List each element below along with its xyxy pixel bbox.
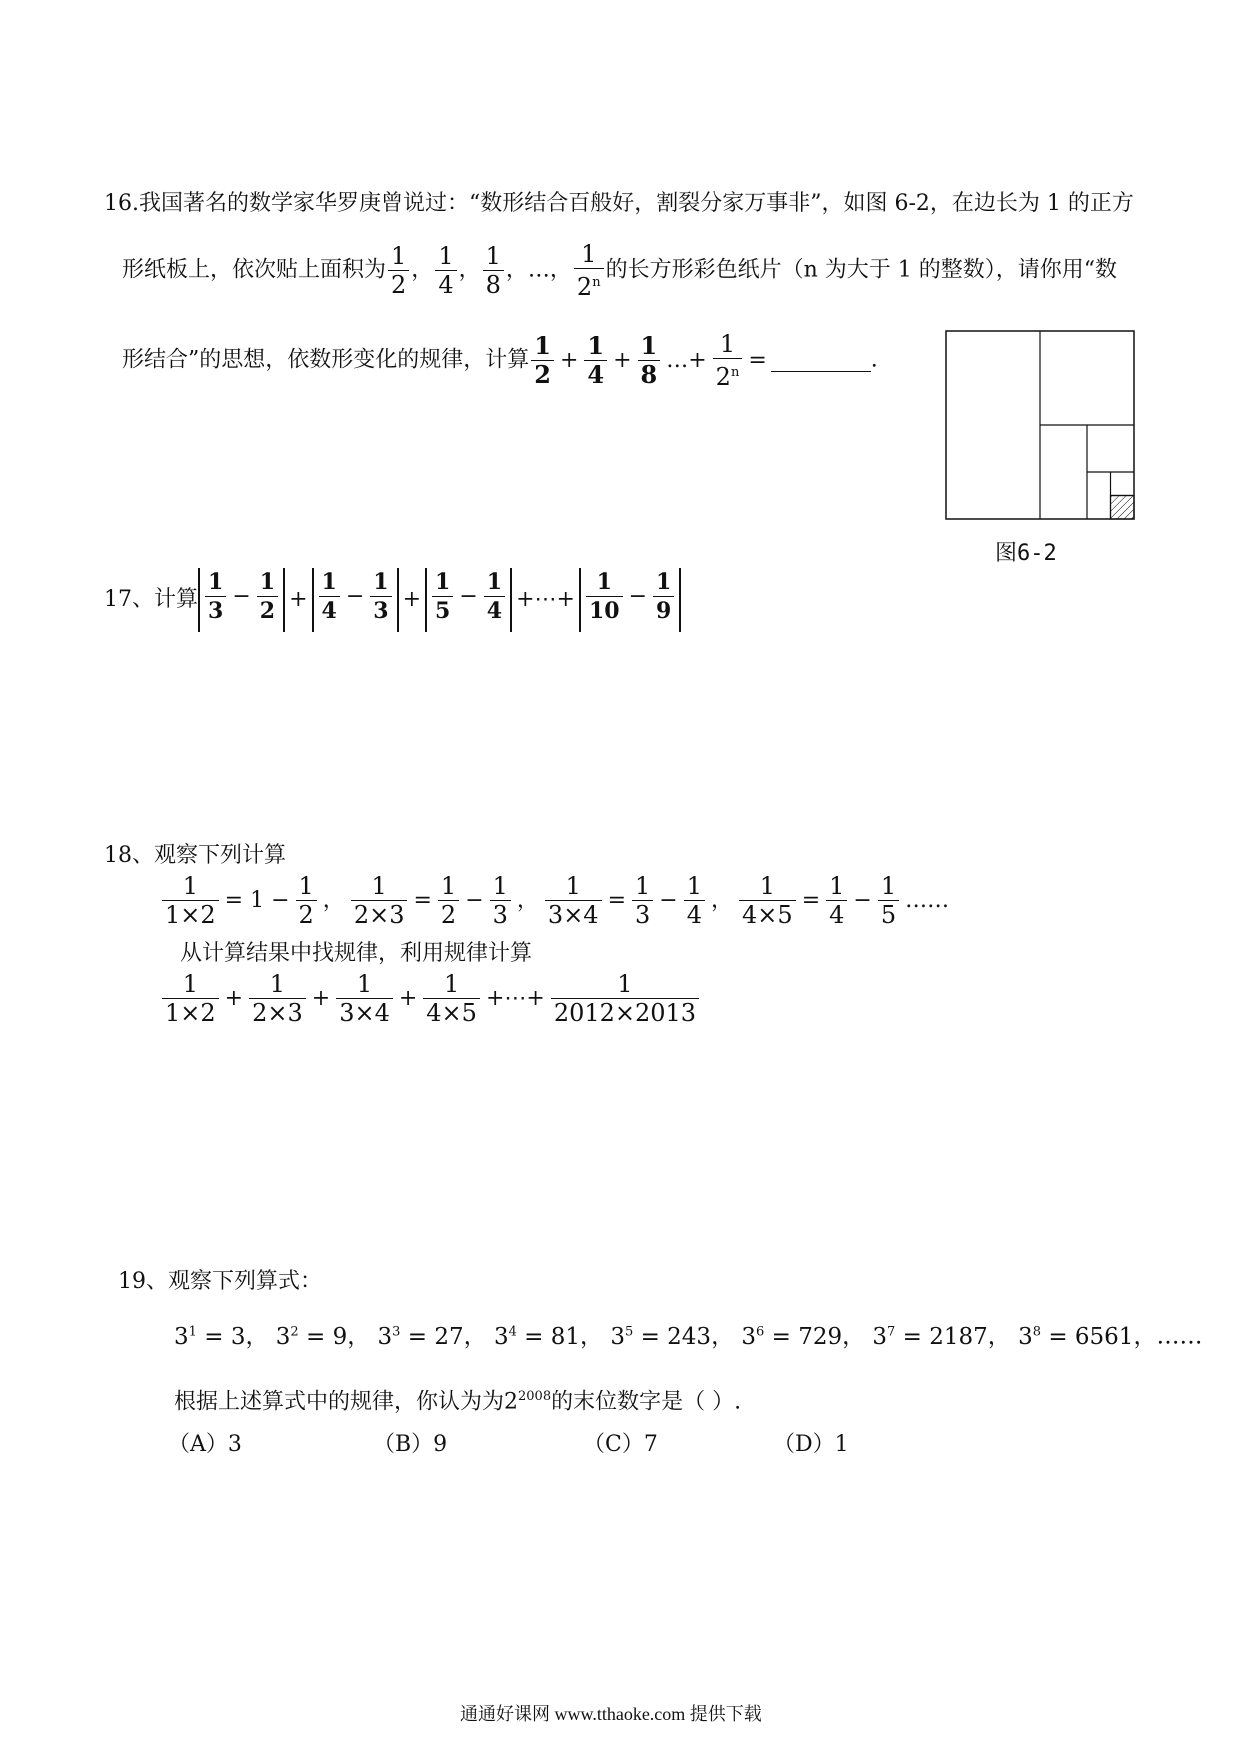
q16-line1: 16.我国著名的数学家华罗庚曾说过：“数形结合百般好，割裂分家万事非”，如图 6-2，在边长为 1 的正方 xyxy=(104,191,1134,216)
power-2: $3^2 = 9$ xyxy=(275,1323,348,1350)
q16-frac-nth: $\frac{1}{2^n}$ xyxy=(574,240,604,301)
power-3: $3^3 = 27$ xyxy=(377,1323,464,1350)
q16-line2-pre: 形纸板上，依次贴上面积为 xyxy=(122,257,387,283)
hatched-piece xyxy=(1111,496,1135,520)
q18-last-term: $\frac{1}{2012\times 2013}$ xyxy=(551,970,699,1027)
q19-powers: $3^1 = 3$， $3^2 = 9$， $3^3 = 27$， $3^4 = 81$， $3^5 = 243$， $3^6 = 729$， $3^7 = 2187$， $3^8 = 6561$，…… xyxy=(174,1323,1203,1350)
q16-sum-frac-n: $\frac{1}{2^n}$ xyxy=(713,330,743,391)
q18-instruction: 从计算结果中找规律，利用规律计算 xyxy=(180,941,533,966)
q19-option-a[interactable]: （A）3 xyxy=(168,1432,242,1457)
q16-frac-eighth: $\frac{1}{8}$ xyxy=(483,242,504,299)
q19-option-b[interactable]: （B）9 xyxy=(373,1432,448,1457)
q18-ex1-lhs: $\frac{1}{1\times 2}$ xyxy=(162,872,219,929)
q16-sum-frac-2: $\frac{1}{4}$ xyxy=(584,332,607,389)
power-8: $3^8 = 6561$ xyxy=(1018,1323,1134,1350)
q16-sum-frac-1: $\frac{1}{2}$ xyxy=(531,332,554,389)
q16-frac-half: $\frac{1}{2}$ xyxy=(388,242,409,299)
figure-6-2 xyxy=(945,330,1135,520)
footer-credit: 通通好课网 www.tthaoke.com 提供下载 xyxy=(460,1704,762,1724)
q16-line3: 形结合”的思想，依数形变化的规律，计算 $\frac{1}{2}$ + $\frac{1}{4}$ + $\frac{1}{8}$ …+ $\frac{1}{2^n}$ = . xyxy=(122,330,878,391)
q18-ex4-lhs: $\frac{1}{4\times 5}$ xyxy=(739,872,796,929)
q18-label: 18、观察下列计算 xyxy=(104,843,286,868)
q17-term-2: $\frac{1}{4}$ − $\frac{1}{3}$ xyxy=(312,568,399,632)
q18-examples: $\frac{1}{1\times 2}$ = 1 − $\frac{1}{2}$ ， $\frac{1}{2\times 3}$ = $\frac{1}{2}$ − $\frac{1}{3}$ ， $\frac{1}{3\times 4}$ = $\frac{1}{3}$ − $\frac{1}{4}$ ， $\frac{1}{4\times 5}$ = $\frac{1}{4}$ − $\frac{1}{5}$ …… xyxy=(160,872,953,929)
q16-sum-frac-3: $\frac{1}{8}$ xyxy=(638,332,661,389)
q19-option-d[interactable]: （D）1 xyxy=(773,1432,849,1457)
q16-frac-quarter: $\frac{1}{4}$ xyxy=(435,242,456,299)
q17-label: 17、计算 xyxy=(104,587,198,612)
q19-question: 根据上述算式中的规律，你认为为$2^{2008}$的末位数字是（ ）. xyxy=(174,1389,742,1415)
q18-ex2-lhs: $\frac{1}{2\times 3}$ xyxy=(351,872,408,929)
q17-expression: 17、计算 $\frac{1}{3}$ − $\frac{1}{2}$ + $\frac{1}{4}$ − $\frac{1}{3}$ + $\frac{1}{5}$ − $\frac{1}{4}$ +⋯+ $\frac{1}{10}$ − $\frac{1}{9}$ xyxy=(104,568,681,632)
power-4: $3^4 = 81$ xyxy=(493,1323,581,1350)
q18-sum: $\frac{1}{1\times 2}$ + $\frac{1}{2\times 3}$ + $\frac{1}{3\times 4}$ + $\frac{1}{4\times 5}$ +⋯+ $\frac{1}{2012\times 2013}$ xyxy=(160,970,701,1027)
q17-term-last: $\frac{1}{10}$ − $\frac{1}{9}$ xyxy=(579,568,681,632)
q18-ex3-lhs: $\frac{1}{3\times 4}$ xyxy=(545,872,602,929)
power-1: $3^1 = 3$ xyxy=(174,1323,246,1350)
q17-term-3: $\frac{1}{5}$ − $\frac{1}{4}$ xyxy=(425,568,512,632)
power-7: $3^7 = 2187$ xyxy=(872,1323,988,1350)
q19-option-c[interactable]: （C）7 xyxy=(583,1432,658,1457)
answer-blank[interactable] xyxy=(771,349,871,372)
q16-line2: 形纸板上，依次贴上面积为 $\frac{1}{2}$ ， $\frac{1}{4}$ ， $\frac{1}{8}$ ，…， $\frac{1}{2^n}$ 的长方形彩色纸片（n 为大于 1 的整数），请你用“数 xyxy=(122,240,1117,301)
q19-label: 19、观察下列算式： xyxy=(118,1269,322,1294)
figure-caption: 图6-2 xyxy=(995,541,1057,566)
power-5: $3^5 = 243$ xyxy=(610,1323,712,1350)
q16-line2-post: 的长方形彩色纸片（n 为大于 1 的整数），请你用“数 xyxy=(605,257,1117,283)
power-6: $3^6 = 729$ xyxy=(741,1323,843,1350)
q17-term-1: $\frac{1}{3}$ − $\frac{1}{2}$ xyxy=(198,568,285,632)
